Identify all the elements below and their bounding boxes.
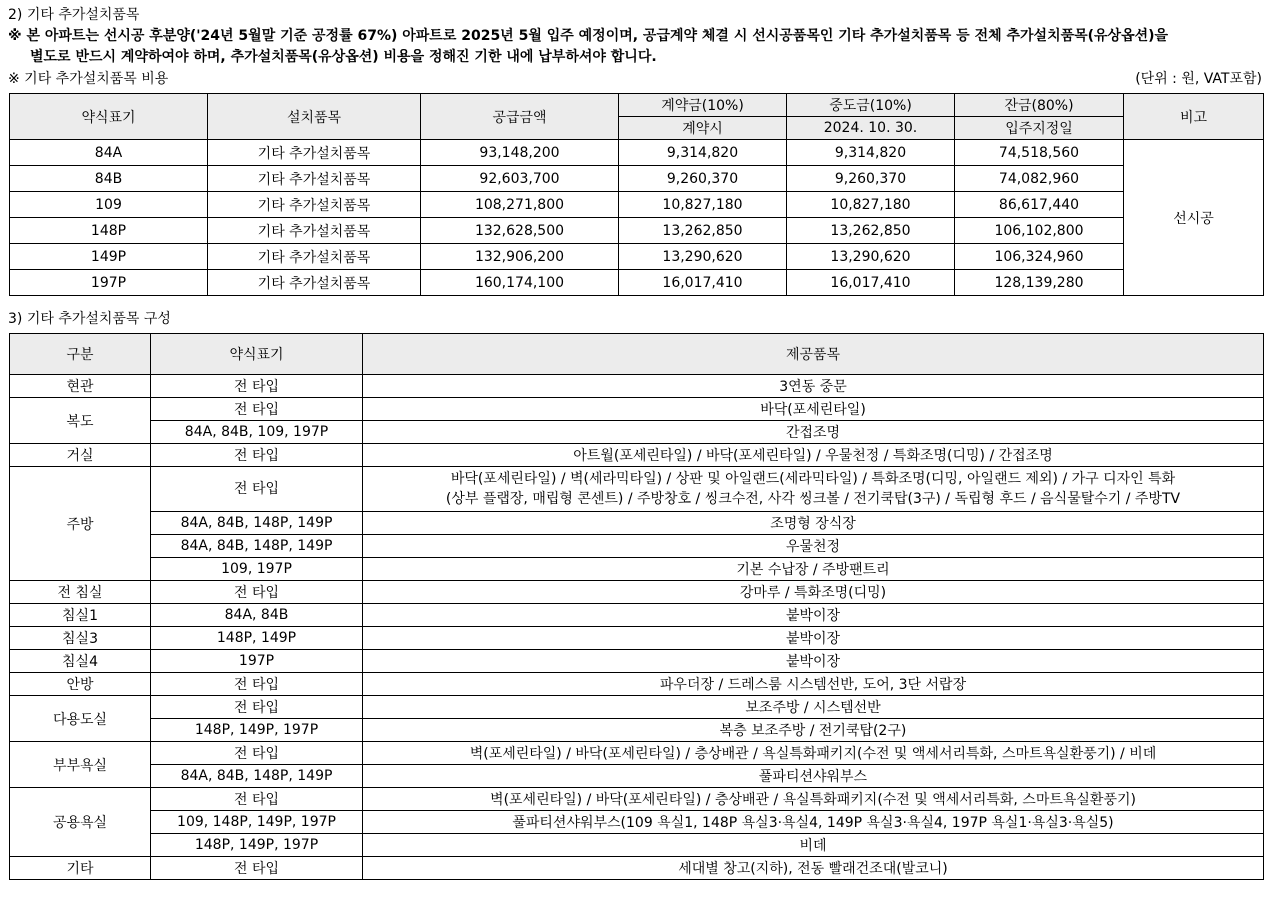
table-row	[10, 558, 1264, 581]
table-row	[10, 398, 1264, 421]
cell-type: 전 타입	[151, 742, 363, 765]
cell-type: 148P, 149P, 197P	[151, 719, 363, 742]
cell-deposit: 9,260,370	[619, 166, 787, 192]
table-row	[10, 857, 1264, 880]
cell-middle: 16,017,410	[787, 270, 955, 296]
cell-category: 주방	[10, 467, 151, 581]
header-deposit-when: 계약시	[619, 117, 787, 140]
cell-middle: 10,827,180	[787, 192, 955, 218]
cell-supply: 132,906,200	[421, 244, 619, 270]
cell-category: 부부욕실	[10, 742, 151, 788]
cell-balance: 128,139,280	[955, 270, 1124, 296]
cell-supply: 108,271,800	[421, 192, 619, 218]
table-row	[10, 811, 1264, 834]
cell-items: 붙박이장	[363, 627, 1264, 650]
cell-middle: 9,260,370	[787, 166, 955, 192]
cell-type: 149P	[10, 244, 208, 270]
cell-items	[363, 467, 1264, 512]
cell-type: 84A, 84B	[151, 604, 363, 627]
header-balance: 잔금(80%)	[955, 94, 1124, 117]
cell-item: 기타 추가설치품목	[208, 270, 421, 296]
cell-category: 공용욕실	[10, 788, 151, 857]
cell-type: 84A	[10, 140, 208, 166]
cell-deposit: 9,314,820	[619, 140, 787, 166]
cell-items: 보조주방 / 시스템선반	[363, 696, 1264, 719]
cell-balance: 106,102,800	[955, 218, 1124, 244]
table-row	[10, 467, 1264, 512]
cell-type: 84A, 84B, 148P, 149P	[151, 512, 363, 535]
table-row	[10, 270, 1264, 296]
cell-type: 109	[10, 192, 208, 218]
cell-type: 84A, 84B, 109, 197P	[151, 421, 363, 444]
section2-title: 2) 기타 추가설치품목	[8, 7, 140, 23]
cell-category: 다용도실	[10, 696, 151, 742]
cell-balance: 86,617,440	[955, 192, 1124, 218]
cell-supply: 160,174,100	[421, 270, 619, 296]
table-row	[10, 604, 1264, 627]
cell-type: 전 타입	[151, 673, 363, 696]
cell-item: 기타 추가설치품목	[208, 218, 421, 244]
cell-items: 풀파티션샤워부스(109 욕실1, 148P 욕실3·욕실4, 149P 욕실3·욕실4, 197P 욕실1·욕실3·욕실5)	[363, 811, 1264, 834]
table-row	[10, 627, 1264, 650]
cell-category: 침실4	[10, 650, 151, 673]
cell-type: 109, 197P	[151, 558, 363, 581]
cell-type: 197P	[10, 270, 208, 296]
cell-supply: 92,603,700	[421, 166, 619, 192]
cell-supply: 93,148,200	[421, 140, 619, 166]
cell-items: 강마루 / 특화조명(디밍)	[363, 581, 1264, 604]
table-row	[10, 765, 1264, 788]
cell-type: 전 타입	[151, 581, 363, 604]
table-row	[10, 788, 1264, 811]
cell-type: 148P, 149P	[151, 627, 363, 650]
cell-balance: 74,518,560	[955, 140, 1124, 166]
cell-items: 3연동 중문	[363, 375, 1264, 398]
table-row	[10, 742, 1264, 765]
cell-type: 전 타입	[151, 696, 363, 719]
header-type: 약식표기	[10, 94, 208, 140]
notice-line-1: ※ 본 아파트는 선시공 후분양('24년 5월말 기준 공정률 67%) 아파트로 2025년 5월 입주 예정이며, 공급계약 체결 시 선시공품목인 기타 추가설치품목 등 전체 추가설치품목(유상옵션)을	[8, 28, 1169, 44]
cell-items: 풀파티션샤워부스	[363, 765, 1264, 788]
cell-category: 전 침실	[10, 581, 151, 604]
header-items: 제공품목	[363, 334, 1264, 375]
cell-category: 현관	[10, 375, 151, 398]
table-row	[10, 696, 1264, 719]
table-row	[10, 650, 1264, 673]
cell-supply: 132,628,500	[421, 218, 619, 244]
cell-items: 벽(포세린타일) / 바닥(포세린타일) / 층상배관 / 욕실특화패키지(수전 및 액세서리특화, 스마트욕실환풍기) / 비데	[363, 742, 1264, 765]
table-row	[10, 244, 1264, 270]
table-row	[10, 375, 1264, 398]
table-row	[10, 673, 1264, 696]
cell-items: 비데	[363, 834, 1264, 857]
unit-note: (단위 : 원, VAT포함)	[1135, 71, 1262, 87]
table-row	[10, 218, 1264, 244]
header-middle-when: 2024. 10. 30.	[787, 117, 955, 140]
cell-type: 148P	[10, 218, 208, 244]
section3-title: 3) 기타 추가설치품목 구성	[8, 311, 171, 327]
cell-items: 조명형 장식장	[363, 512, 1264, 535]
cell-type: 전 타입	[151, 857, 363, 880]
cell-deposit: 13,262,850	[619, 218, 787, 244]
cell-category: 기타	[10, 857, 151, 880]
cell-item: 기타 추가설치품목	[208, 140, 421, 166]
cell-items: 복층 보조주방 / 전기쿡탑(2구)	[363, 719, 1264, 742]
cell-middle: 9,314,820	[787, 140, 955, 166]
cell-type: 전 타입	[151, 398, 363, 421]
table-row	[10, 444, 1264, 467]
items-line-1: 바닥(포세린타일) / 벽(세라믹타일) / 상판 및 아일랜드(세라믹타일) / 특화조명(디밍, 아일랜드 제외) / 가구 디자인 특화	[450, 471, 1176, 487]
header-deposit: 계약금(10%)	[619, 94, 787, 117]
cell-middle: 13,262,850	[787, 218, 955, 244]
cell-items: 바닥(포세린타일)	[363, 398, 1264, 421]
cell-items: 아트월(포세린타일) / 바닥(포세린타일) / 우물천정 / 특화조명(디밍) / 간접조명	[363, 444, 1264, 467]
cell-items: 기본 수납장 / 주방팬트리	[363, 558, 1264, 581]
table-row	[10, 192, 1264, 218]
header-type: 약식표기	[151, 334, 363, 375]
cell-type: 전 타입	[151, 788, 363, 811]
cell-deposit: 16,017,410	[619, 270, 787, 296]
cost-heading: ※ 기타 추가설치품목 비용	[8, 71, 169, 87]
cell-middle: 13,290,620	[787, 244, 955, 270]
cell-type: 전 타입	[151, 444, 363, 467]
composition-table	[9, 333, 1264, 880]
cell-type: 84A, 84B, 148P, 149P	[151, 765, 363, 788]
header-category: 구분	[10, 334, 151, 375]
cell-type: 148P, 149P, 197P	[151, 834, 363, 857]
cell-type: 109, 148P, 149P, 197P	[151, 811, 363, 834]
table-row	[10, 421, 1264, 444]
cell-balance: 106,324,960	[955, 244, 1124, 270]
table-row	[10, 166, 1264, 192]
cell-item: 기타 추가설치품목	[208, 166, 421, 192]
cell-category: 안방	[10, 673, 151, 696]
table-row	[10, 719, 1264, 742]
cell-category: 복도	[10, 398, 151, 444]
items-line-2: (상부 플랩장, 매립형 콘센트) / 주방창호 / 씽크수전, 사각 씽크볼 / 전기쿡탑(3구) / 독립형 후드 / 음식물탈수기 / 주방TV	[445, 491, 1181, 507]
cell-item: 기타 추가설치품목	[208, 244, 421, 270]
table-row	[10, 834, 1264, 857]
cell-type: 전 타입	[151, 467, 363, 512]
cell-type: 84A, 84B, 148P, 149P	[151, 535, 363, 558]
cell-items: 붙박이장	[363, 650, 1264, 673]
cell-items: 간접조명	[363, 421, 1264, 444]
header-note: 비고	[1124, 94, 1264, 140]
table-row	[10, 512, 1264, 535]
cell-type: 84B	[10, 166, 208, 192]
cell-deposit: 13,290,620	[619, 244, 787, 270]
table-row	[10, 535, 1264, 558]
cell-category: 침실1	[10, 604, 151, 627]
header-supply: 공급금액	[421, 94, 619, 140]
cell-items: 우물천정	[363, 535, 1264, 558]
table-row	[10, 140, 1264, 166]
header-balance-when: 입주지정일	[955, 117, 1124, 140]
header-item: 설치품목	[208, 94, 421, 140]
cell-type: 197P	[151, 650, 363, 673]
cell-items: 붙박이장	[363, 604, 1264, 627]
cell-deposit: 10,827,180	[619, 192, 787, 218]
cell-balance: 74,082,960	[955, 166, 1124, 192]
cell-items: 파우더장 / 드레스룸 시스템선반, 도어, 3단 서랍장	[363, 673, 1264, 696]
cell-item: 기타 추가설치품목	[208, 192, 421, 218]
header-middle: 중도금(10%)	[787, 94, 955, 117]
cell-category: 침실3	[10, 627, 151, 650]
cell-items: 세대별 창고(지하), 전동 빨래건조대(발코니)	[363, 857, 1264, 880]
cell-category: 거실	[10, 444, 151, 467]
table-row	[10, 581, 1264, 604]
notice-line-2: 별도로 반드시 계약하여야 하며, 추가설치품목(유상옵션) 비용을 정해진 기한 내에 납부하셔야 합니다.	[30, 49, 657, 65]
cell-type: 전 타입	[151, 375, 363, 398]
cell-items: 벽(포세린타일) / 바닥(포세린타일) / 층상배관 / 욕실특화패키지(수전 및 액세서리특화, 스마트욕실환풍기)	[363, 788, 1264, 811]
cost-table	[9, 93, 1264, 296]
cell-note: 선시공	[1124, 140, 1264, 296]
